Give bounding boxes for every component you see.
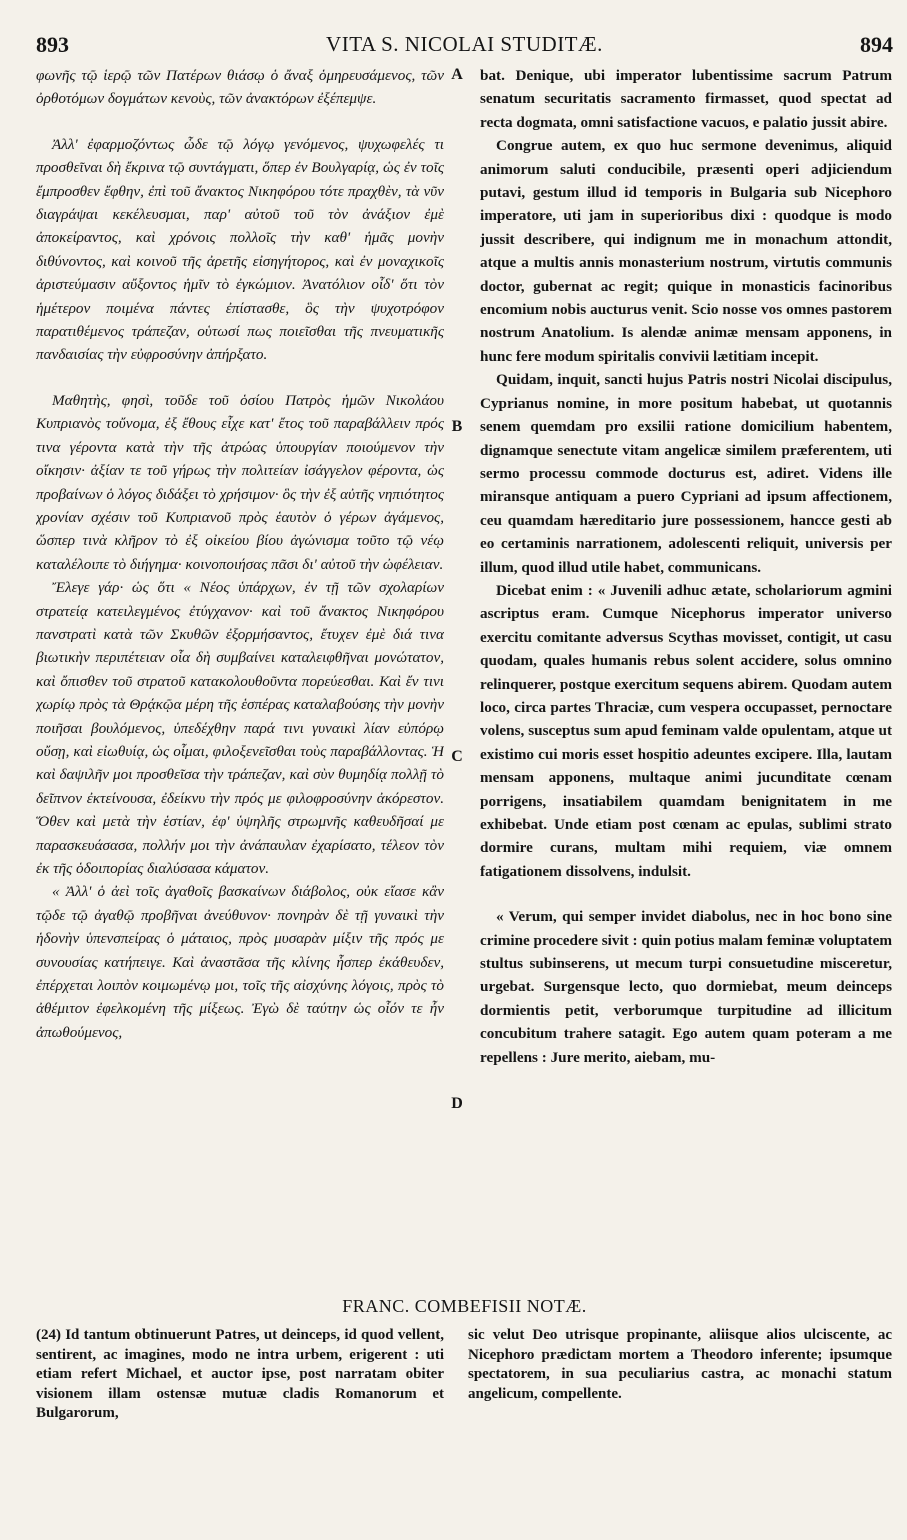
page-number-right: 894 xyxy=(860,32,893,57)
greek-paragraph: Μαθητὴς, φησὶ, τοῦδε τοῦ ὁσίου Πατρὸς ἡμῶν Νικολάου Κυπριανὸς τοὔνομα, ἐξ ἔθους εἶχε κατ' ἔτος τοῦ παραβάλλειν πρός τινα γέροντα κατὰ τὴν τῆς ἀτρώας ὑπουργίαν ποιούμενον τὴν οἴκησιν· ἀξίαν τε τοῦ γήρως τὴν πολιτείαν ἰσάγγελον φέροντα, ὡς προβαίνων ὁ λόγος διδάξει τὸ χρήσιμον· ὃς τὴν ἐξ αὐτῆς νηπιότητος χρονίαν σχέσιν τοῦ Κυπριανοῦ πρὸς ἑαυτὸν ὁ γέρων ἀγάμενος, ὥσπερ τινὰ κλῆρον τὸ ἐξ οἰκείου βίου ἀγώνισμα τοῦτο τῷ νέῳ καταλέλοιπε τὸ διήγημα· κοινοποιήσας πᾶσι δι' αὐτοῦ τὴν ὠφέλειαν. xyxy=(36,391,444,573)
page-number-left: 893 xyxy=(36,32,69,57)
latin-paragraph: bat. Denique, ubi imperator lubentissime sacrum Patrum senatum securitatis sacramento firmasset, quod spectat ad recta dogmata, omni satisfactione vacuos, e palatio jussit abire. xyxy=(480,67,892,131)
margin-siglum-a: A xyxy=(451,66,463,83)
greek-paragraph: Ἔλεγε γάρ· ὡς ὅτι « Νέος ὑπάρχων, ἐν τῇ τῶν σχολαρίων στρατείᾳ κατειλεγμένος ἐτύγχανον· καὶ τοῦ ἄνακτος Νικηφόρου πανστρατὶ κατὰ τῶν Σκυθῶν ἐξορμήσαντος, ἔτυχεν ἐμὲ διά τινα βιωτικὴν περιπέτειαν οἷα δὴ συμβαίνει καταλειφθῆναι μονώτατον, καὶ ὄπισθεν τοῦ στρατοῦ κατακολουθοῦντα πορεύεσθαι. Καὶ ἔν τινι χωρίῳ πρὸς τὰ Θρᾴκῷα μέρη τῆς ἑσπέρας καταλαβούσης τὴν μονὴν ποιῆσαι βουλόμενος, ὑπεδέχθην παρά τινι γυναικὶ λίαν εὐπόρῳ οὔσῃ, καὶ εἰωθυίᾳ, ὡς οἶμαι, φιλοξενεῖσθαι τοὺς παραβάλλοντας. Ἡ καὶ δαψιλῆν μοι προσθεῖσα τὴν τράπεζαν, καὶ σὺν θυμηδίᾳ πολλῇ τὸ δεῖπνον ἐκτείνουσα, ἐδείκνυ τὴν πρός με φιλοφροσύνην ἀκόρεστον. Ὅθεν καὶ μετὰ τὴν ἑστίαν, ἐφ' ὑψηλῆς στρωμνῆς καθευδῆσαί με παρασκευάσασα, πολλήν μοι τὴν ἀνάπαυλαν ἐχαρίσατο, τέλεον τὸν ἐκ τῆς ὁδοιπορίας διαλύσασα κάματον. xyxy=(36,579,444,877)
greek-paragraph: « Ἀλλ' ὁ ἀεὶ τοῖς ἀγαθοῖς βασκαίνων διάβολος, οὐκ εἴασε κἂν τῷδε τῷ ἀγαθῷ προβῆναι ἀνεύθυνον· πονηρὰν δὲ τῇ γυναικὶ τὴν ἡδονὴν ὑπενσπείρας ὁ μάταιος, πρὸς μυσαρὰν μίξιν τῆς πρός με συνουσίας κατήπειγε. Καὶ ἀναστᾶσα τῆς κλίνης ἧσπερ ἐκάθευδεν, ἐπέρχεται λοιπὸν κοιμωμένῳ μοι, τοῖς τῆς αἰσχύνης λόγοις, πρὸς τὸ ἀθέμιτον ἐφελκομένη τῆς μίξεως. Ἐγὼ δὲ ταύτην ὡς οἷόν τε ἦν ἀπωθούμενος, xyxy=(36,883,444,1041)
latin-column xyxy=(480,64,892,1286)
latin-paragraph: Quidam, inquit, sancti hujus Patris nostri Nicolai discipulus, Cyprianus nomine, in more positum habebat, ut quotannis senem quemdam pro exsilii ratione domicilium habentem, dignamque senectute vitam angelicæ similem præferentem, uti sermo processu commode docturus est, adiret. Videns ille miransque antiquam a puero Cypriani ad ipsum affectionem, ceu quamdam hæreditario jure possessionem, hancce gesti ab eo certaminis narrationem, adolescenti reliquit, universis per illum, quod illud utile habet, communicans. xyxy=(480,371,892,576)
margin-siglum-b: B xyxy=(451,418,463,435)
greek-paragraph: φωνῆς τῷ ἱερῷ τῶν Πατέρων θιάσῳ ὁ ἄναξ ὁμηρευσάμενος, τῶν ὀρθοτόμων δογμάτων κενοὺς, τῶν ἀνακτόρων ἐξέπεμψε. xyxy=(36,67,444,108)
notes-right-column xyxy=(468,1326,892,1426)
greek-column xyxy=(36,64,444,1286)
latin-paragraph: Congrue autem, ex quo huc sermone devenimus, aliquid animorum saluti conducibile, præsenti operi adjiciendum putavi, gestum illud id temporis in Bulgaria sub Nicephoro imperatore, uti jam in superioribus dixi : quodque is modo jussit describere, qui indignum me in monachum attondit, atque a multis annis monasterium nostrum, virtutis communis doctor, gubernat ac regit; quique in monasticis facinoribus encomium nobis aucturus venit. Scio nosse vos omnes pastorem nostrum Anatolium. Is alendæ animæ mensam apponens, in hunc fere modum spiritalis convivii lætitiam incepit. xyxy=(480,137,892,365)
margin-siglum-d: D xyxy=(451,1095,463,1112)
greek-paragraph: Ἀλλ' ἐφαρμοζόντως ὧδε τῷ λόγῳ γενόμενος, ψυχωφελές τι προσθεῖναι δὴ ἔκρινα τῷ συντάγματι, ὅπερ ἐν Βουλγαρίᾳ, ὡς ἐν τοῖς ἔμπροσθεν ἔφθην, ἐπὶ τοῦ ἄνακτος Νικηφόρου τότε πραχθὲν, τὰ νῦν διαγράψαι κεκέλευσμαι, παρ' αὐτοῦ τοῦ τὸν ἀνάξιον ἐμὲ ἀποκείραντος, καὶ χρόνοις πολλοῖς τὴν καθ' ἡμᾶς μονὴν διθύνοντος, καὶ κοινοῦ τῆς ἀρετῆς εἰσηγήτορος, καὶ ἐν μοναχικοῖς ἀριστεύμασιν αὔξοντος ἡμῖν τὸ ἐγκώμιον. Ἀνατόλιον οἶδ' ὅτι τὸν ἡμέτερον ποιμένα πάντες ἐπίστασθε, ὃς τὴν ψυχοτρόφον παρατιθέμενος τράπεζαν, οὑτωσί πως ποιεῖσθαι τῆς πνευματικῆς πανδαισίας τὴν εὐφροσύνην ἀπήρξατο. xyxy=(36,135,444,364)
margin-siglum-c: C xyxy=(451,748,463,765)
page-header xyxy=(36,32,893,60)
note-text: sic velut Deo utrisque propinante, aliisque alios ulciscente, ac Nicephoro prædictam mortem a Theodoro inferente; ipsumque spectatorem, in sua peculiarius castra, ac monachi statum angelicum, compellente. xyxy=(468,1327,892,1402)
note-text: (24) Id tantum obtinuerunt Patres, ut deinceps, id quod vellent, sentirent, ac imagines, modo ne intra urbem, erigerent : uti etiam refert Michael, et auctor ipse, post narratam obiter visionem illam ostensæ mutuæ cladis Romanorum et Bulgarorum, xyxy=(36,1327,444,1421)
running-title: VITA S. NICOLAI STUDITÆ. xyxy=(326,32,603,56)
latin-paragraph: Dicebat enim : « Juvenili adhuc ætate, scholariorum agmini ascriptus eram. Cumque Nicephorus imperator universo exercitu comitante adversus Scythas movisset, contigit, ut casu quodam, quales humanis rebus solent accidere, solus omnino relinquerer, postque exercitum sequens abirem. Quodam autem loco, circa partes Thraciæ, cum vespera occupasset, pernoctare volens, susceptus sum apud feminam valde opulentam, atque ut existimo cui moris esset hospitio adeuntes excipere. Illa, lautam mensam apponens, multaque animi jucunditate cœnam porrigens, insatiabilem quamdam benignitatem in me exhibebat. Unde etiam post cœnam ac epulas, sublimi strato dormire curans, multam mihi requiem, viæ omnem fatigationem dissolvens, indulsit. xyxy=(480,581,892,880)
notes-title: FRANC. COMBEFISII NOTÆ. xyxy=(342,1296,587,1316)
latin-paragraph: « Verum, qui semper invidet diabolus, nec in hoc bono sine crimine procedere sivit : quin potius malam feminæ voluptatem stultus subinserens, ut mecum turpi consuetudine misceretur, urgebat. Surgensque lecto, quo dormiebat, meum deinceps dormientis petit, verborumque turpitudine ad illicitum concubitum trahere satagit. Ego autem quam poteram a me repellens : Jure merito, aiebam, mu- xyxy=(480,908,892,1066)
notes-left-column xyxy=(36,1326,444,1426)
